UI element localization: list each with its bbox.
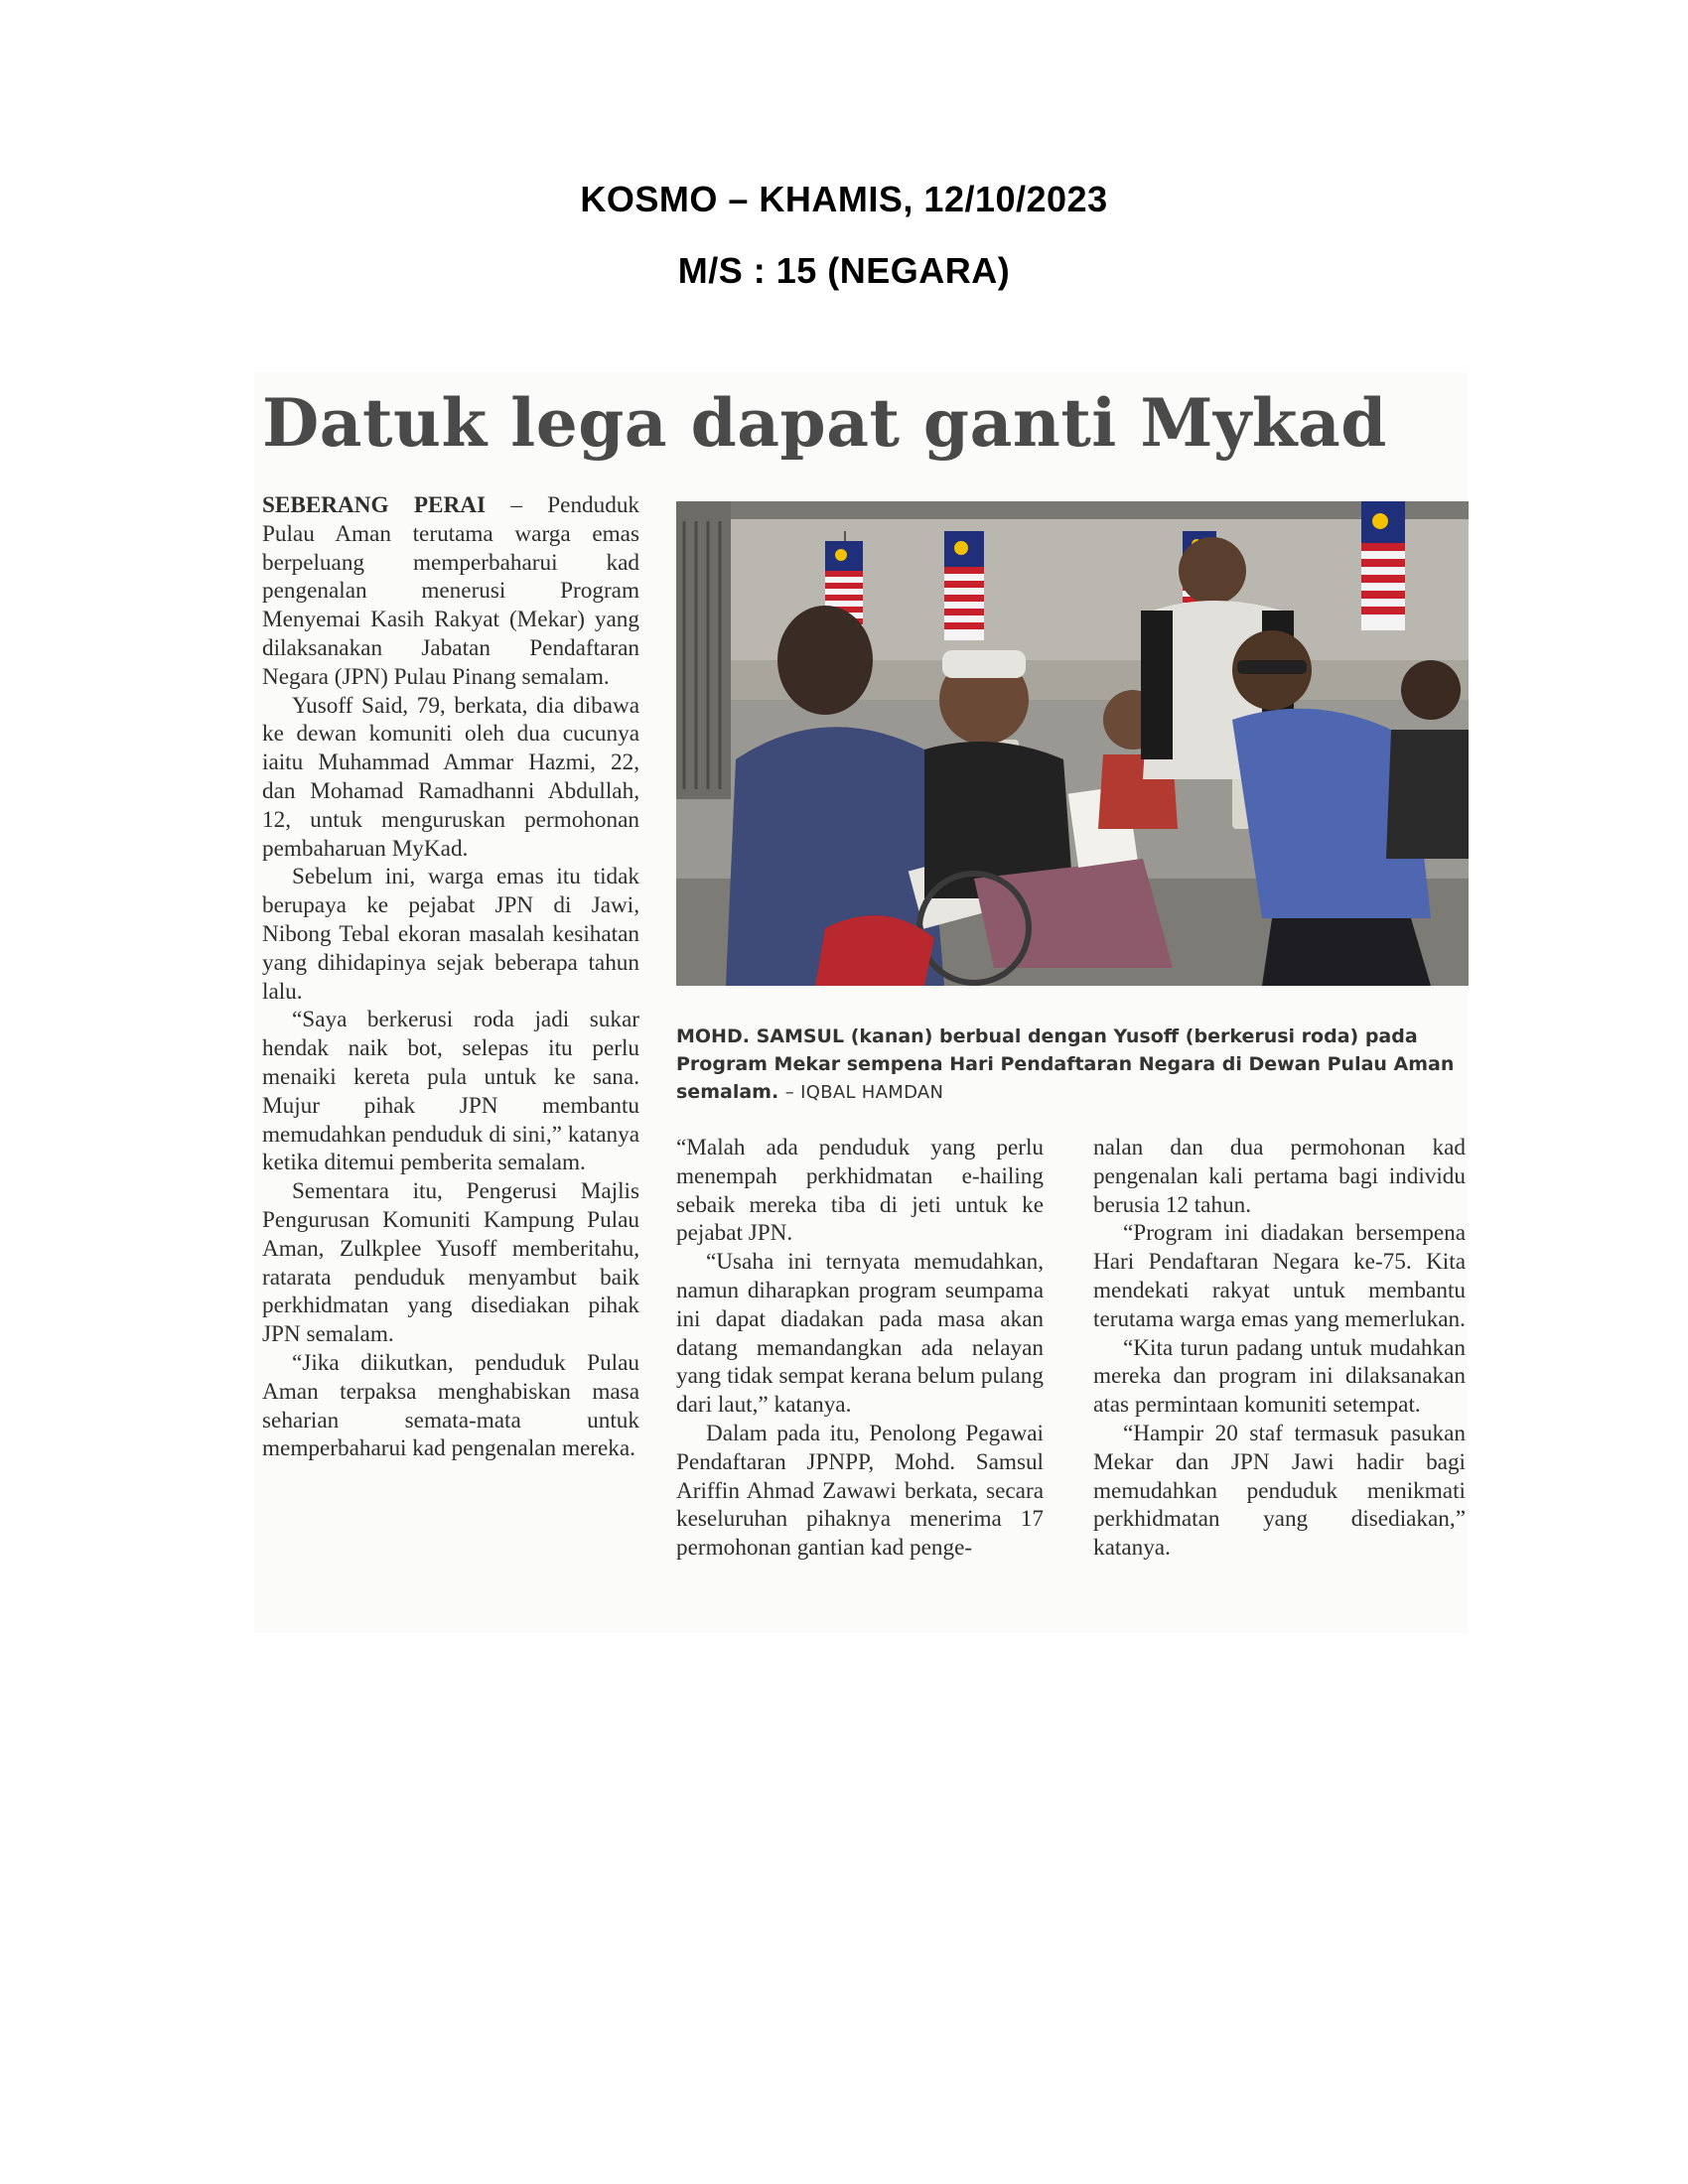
article-paragraph: Sebelum ini, warga emas itu tidak berupaya ke pejabat JPN di Jawi, Nibong Tebal ekoran masalah kesihatan yang dihidapinya sejak beberapa tahun lalu.	[262, 864, 639, 1005]
photo-credit: – IQBAL HAMDAN	[784, 1082, 944, 1103]
photo-illustration	[676, 501, 1469, 986]
clipping-page-section: M/S : 15 (NEGARA)	[677, 250, 1011, 291]
article-paragraph: nalan dan dua permohonan kad pengenalan kali pertama bagi individu berusia 12 tahun.	[1093, 1135, 1466, 1218]
malaysia-flag-icon	[1361, 501, 1405, 630]
clipping-source-header: KOSMO – KHAMIS, 12/10/2023	[580, 179, 1108, 219]
article-column-1	[262, 491, 639, 1463]
article-paragraph: “Usaha ini ternyata memudahkan, namun diharapkan program seumpama ini dapat diadakan pada masa akan datang memandangkan ada nelayan yang tidak sempat kerana belum pulang dari laut,” katanya.	[676, 1249, 1044, 1419]
article-column-2	[676, 1134, 1044, 1563]
article-paragraph: “Saya berkerusi roda jadi sukar hendak naik bot, selepas itu perlu menaiki kereta pula untuk ke sana. Mujur pihak JPN membantu memudahkan penduduk di sini,” katanya ketika ditemui pemberita semalam.	[262, 1007, 639, 1176]
article-dateline: SEBERANG PERAI	[262, 492, 487, 518]
article-photo	[676, 501, 1469, 986]
article-paragraph: “Malah ada penduduk yang perlu menempah perkhidmatan e-hailing sebaik mereka tiba di jeti untuk ke pejabat JPN.	[676, 1135, 1044, 1247]
article-paragraph: “Jika diikutkan, penduduk Pulau Aman terpaksa menghabiskan masa seharian semata-mata untuk memperbaharui kad pengenalan mereka.	[262, 1349, 639, 1462]
malaysia-flag-icon	[944, 531, 984, 640]
photo-caption: MOHD. SAMSUL (kanan) berbual dengan Yusoff (berkerusi roda) pada Program Mekar sempena Hari Pendaftaran Negara di Dewan Pulau Aman semalam. – IQBAL HAMDAN	[676, 1025, 1455, 1103]
article-paragraph: “Kita turun padang untuk mudahkan mereka dan program ini dilaksanakan atas permintaan komuniti setempat.	[1093, 1334, 1466, 1419]
article-paragraph: “Hampir 20 staf termasuk pasukan Mekar dan JPN Jawi hadir bagi memudahkan penduduk menikmati perkhidmatan yang disediakan,” katanya.	[1093, 1420, 1466, 1562]
article-column-3	[1093, 1134, 1466, 1563]
article-paragraph: Dalam pada itu, Penolong Pegawai Pendaftaran JPNPP, Mohd. Samsul Ariffin Ahmad Zawawi berkata, secara keseluruhan pihaknya menerima 17 permohonan gantian kad penge-	[676, 1420, 1044, 1562]
newspaper-clipping	[254, 372, 1468, 1633]
article-paragraph: SEBERANG PERAI – Penduduk Pulau Aman terutama warga emas berpeluang memperbaharui kad pengenalan menerusi Program Menyemai Kasih Rakyat (Mekar) yang dilaksanakan Jabatan Pendaftaran Negara (JPN) Pulau Pinang semalam.	[262, 492, 639, 690]
article-paragraph: Sementara itu, Pengerusi Majlis Pengurusan Komuniti Kampung Pulau Aman, Zulkplee Yusoff memberitahu, ratarata penduduk menyambut baik perkhidmatan yang disediakan pihak JPN semalam.	[262, 1178, 639, 1348]
article-headline: Datuk lega dapat ganti Mykad	[262, 384, 1387, 462]
article-paragraph: “Program ini diadakan bersempena Hari Pendaftaran Negara ke-75. Kita mendekati rakyat untuk membantu terutama warga emas yang memerlukan.	[1093, 1220, 1466, 1332]
article-paragraph: Yusoff Said, 79, berkata, dia dibawa ke dewan komuniti oleh dua cucunya iaitu Muhammad Ammar Hazmi, 22, dan Mohamad Ramadhanni Abdullah, 12, untuk menguruskan permohonan pembaharuan MyKad.	[262, 692, 639, 862]
